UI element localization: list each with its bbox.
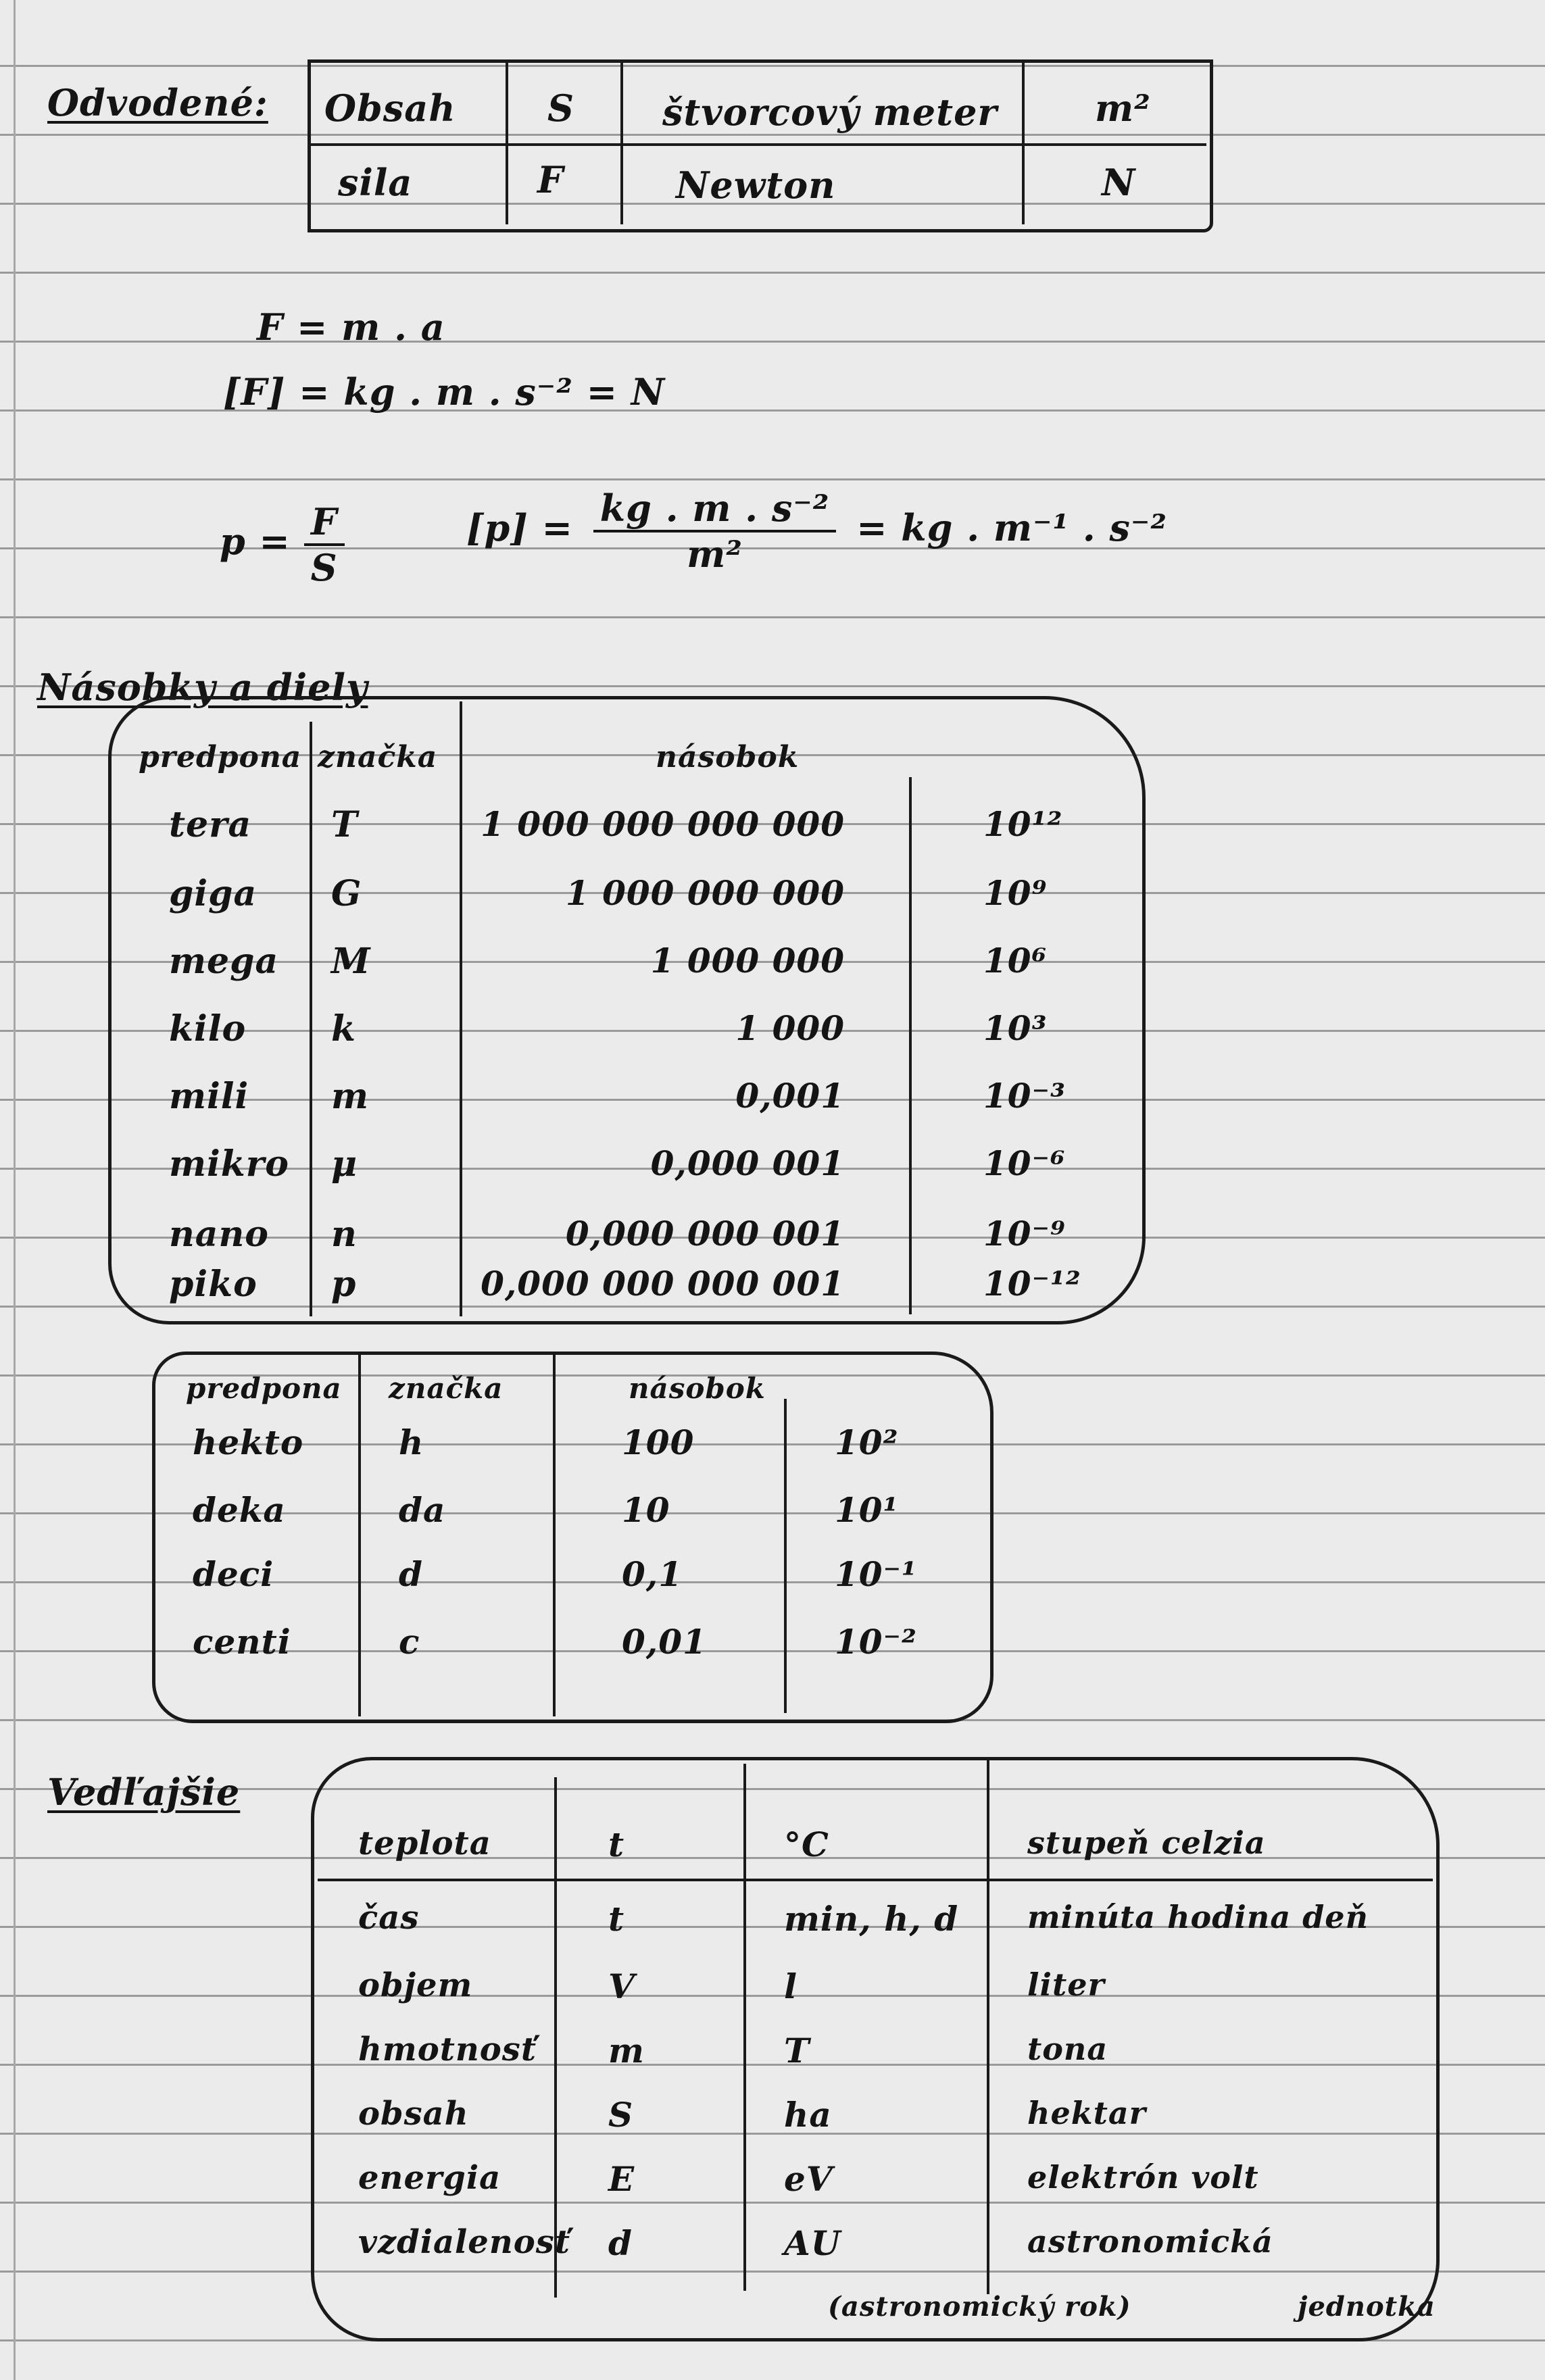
- quantity-name: vzdialenosť: [358, 2223, 570, 2261]
- unit-symbol: ha: [784, 2095, 832, 2135]
- quantity-name: sila: [338, 161, 413, 204]
- prefix-symbol: n: [331, 1214, 358, 1255]
- pressure-unit-rhs: = kg . m⁻¹ . s⁻²: [856, 506, 1168, 550]
- prefix-value: 10: [622, 1490, 670, 1530]
- force-unit-equation: [F] = kg . m . s⁻² = N: [223, 370, 666, 414]
- prefix-symbol: k: [331, 1008, 357, 1049]
- quantity-name: obsah: [358, 2095, 469, 2133]
- note-unit: jednotka: [1298, 2291, 1436, 2323]
- prefix-power: 10³: [983, 1008, 1048, 1048]
- prefix-name: piko: [169, 1264, 258, 1305]
- pressure-equation: [220, 500, 345, 589]
- quantity-symbol: S: [608, 2095, 634, 2135]
- prefix-table2-frame: [152, 1352, 994, 1723]
- unit-name: liter: [1027, 1966, 1105, 2003]
- prefix-name: giga: [169, 873, 258, 914]
- derived-heading: Odvodené:: [47, 81, 268, 124]
- quantity-symbol: V: [608, 1966, 635, 2006]
- prefix-value: 1 000 000: [650, 941, 845, 981]
- header-symbol: značka: [318, 740, 438, 774]
- prefix-power: 10⁻³: [983, 1076, 1066, 1116]
- prefix-power: 10⁹: [983, 873, 1048, 913]
- prefix-value: 1 000: [735, 1008, 845, 1048]
- prefix-value: 0,001: [735, 1076, 845, 1116]
- prefix-symbol: m: [331, 1076, 370, 1117]
- prefix-name: mega: [169, 941, 279, 982]
- prefix-name: kilo: [169, 1008, 247, 1049]
- prefix-value: 0,000 001: [650, 1143, 845, 1183]
- prefix-value: 0,1: [622, 1554, 683, 1594]
- pressure-unit-lhs: [p] =: [466, 506, 573, 550]
- prefix-name: hekto: [193, 1422, 304, 1462]
- prefixes-heading: Násobky a diely: [37, 666, 368, 709]
- pressure-fraction: [304, 500, 345, 589]
- quantity-symbol: E: [608, 2159, 635, 2199]
- prefix-value: 1 000 000 000: [565, 873, 845, 913]
- prefix-name: deci: [193, 1554, 274, 1594]
- prefix-power: 10¹²: [983, 804, 1063, 844]
- prefix-power: 10¹: [835, 1490, 899, 1530]
- force-equation: F = m . a: [257, 305, 445, 349]
- quantity-name: energia: [358, 2159, 501, 2197]
- unit-name: elektrón volt: [1027, 2159, 1259, 2196]
- prefix-value: 0,01: [622, 1622, 707, 1662]
- quantity-symbol: d: [608, 2223, 633, 2263]
- prefix-value: 0,000 000 000 001: [481, 1264, 845, 1304]
- unit-name: astronomická: [1027, 2223, 1273, 2260]
- prefix-value: 100: [622, 1422, 695, 1462]
- quantity-name: teplota: [358, 1825, 491, 1862]
- prefix-symbol: M: [331, 941, 371, 982]
- quantity-name: čas: [358, 1899, 420, 1937]
- prefix-power: 10⁻²: [835, 1622, 917, 1662]
- prefix-name: mili: [169, 1076, 249, 1117]
- prefix-power: 10⁻⁶: [983, 1143, 1066, 1183]
- unit-symbol: °C: [784, 1825, 829, 1864]
- prefix-name: mikro: [169, 1143, 289, 1185]
- quantity-name: Obsah: [324, 86, 456, 130]
- prefix-power: 10²: [835, 1422, 899, 1462]
- header2-multiple: násobok: [629, 1372, 766, 1405]
- unit-name: tona: [1027, 2031, 1108, 2067]
- unit-symbol: T: [784, 2031, 810, 2071]
- unit-symbol: AU: [784, 2223, 841, 2263]
- prefix-symbol: da: [399, 1490, 446, 1530]
- unit-symbol: min, h, d: [784, 1899, 959, 1939]
- prefix-symbol: μ: [331, 1143, 358, 1185]
- header2-prefix: predpona: [186, 1372, 342, 1405]
- prefix-power: 10⁶: [983, 941, 1048, 981]
- quantity-name: hmotnosť: [358, 2031, 537, 2068]
- prefix-name: centi: [193, 1622, 291, 1662]
- prefix-value: 0,000 000 001: [565, 1214, 845, 1254]
- margin-line: [14, 0, 16, 2380]
- unit-symbol: l: [784, 1966, 798, 2006]
- pressure-denominator: S: [310, 546, 338, 589]
- header2-symbol: značka: [389, 1372, 504, 1405]
- prefix-symbol: c: [399, 1622, 420, 1662]
- unit-name: Newton: [676, 164, 836, 207]
- prefix-power: 10⁻¹²: [983, 1264, 1081, 1304]
- prefix-name: tera: [169, 804, 252, 845]
- prefix-symbol: G: [331, 873, 362, 914]
- pressure-numerator: F: [304, 500, 345, 546]
- quantity-symbol: S: [547, 86, 574, 130]
- pressure-unit-fraction: [593, 487, 837, 576]
- prefix-symbol: d: [399, 1554, 423, 1594]
- prefix-symbol: h: [399, 1422, 424, 1462]
- unit-name: stupeň celzia: [1027, 1825, 1266, 1861]
- pressure-unit-denominator: m²: [687, 532, 743, 576]
- header-prefix: predpona: [139, 740, 302, 774]
- secondary-heading: Vedľajšie: [47, 1770, 241, 1814]
- note-astronomical-year: (astronomický rok): [828, 2291, 1131, 2323]
- pressure-unit-equation: [466, 487, 1167, 576]
- prefix-name: nano: [169, 1214, 269, 1255]
- quantity-symbol: F: [537, 158, 564, 201]
- pressure-unit-numerator: kg . m . s⁻²: [593, 487, 837, 532]
- quantity-symbol: m: [608, 2031, 645, 2071]
- quantity-name: objem: [358, 1966, 473, 2004]
- unit-name: minúta hodina deň: [1027, 1899, 1369, 1935]
- unit-name: hektar: [1027, 2095, 1146, 2131]
- prefix-name: deka: [193, 1490, 286, 1530]
- unit-name: štvorcový meter: [662, 91, 998, 134]
- prefix-power: 10⁻¹: [835, 1554, 917, 1594]
- quantity-symbol: t: [608, 1899, 625, 1939]
- header-multiple: násobok: [656, 740, 800, 774]
- pressure-lhs: p =: [220, 520, 291, 564]
- unit-symbol: eV: [784, 2159, 833, 2199]
- quantity-symbol: t: [608, 1825, 625, 1864]
- unit-symbol: m²: [1095, 86, 1151, 130]
- prefix-symbol: T: [331, 804, 358, 845]
- prefix-symbol: p: [331, 1264, 357, 1305]
- prefix-value: 1 000 000 000 000: [481, 804, 845, 844]
- unit-symbol: N: [1102, 161, 1136, 204]
- prefix-power: 10⁻⁹: [983, 1214, 1066, 1254]
